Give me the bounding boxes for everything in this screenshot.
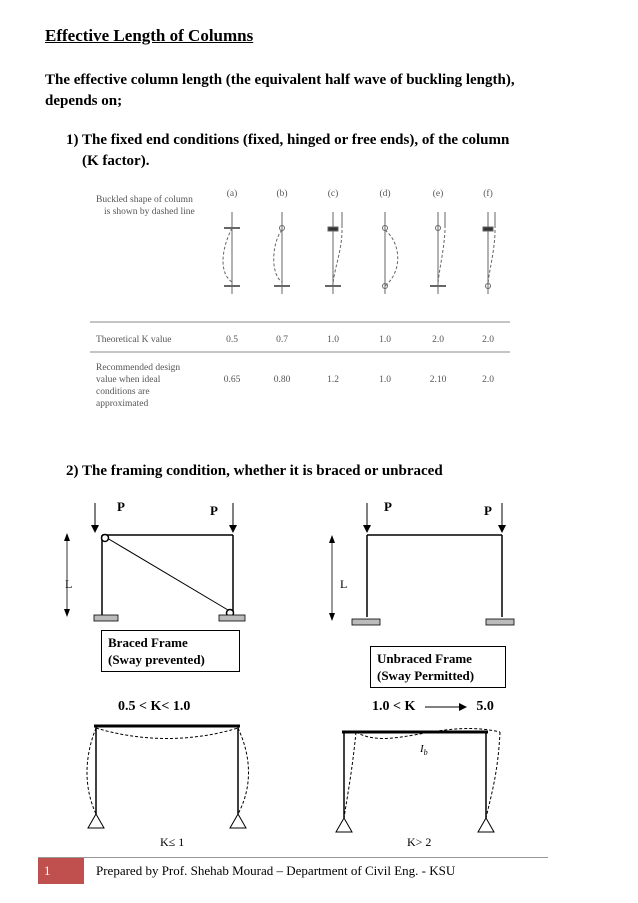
recommended-label-line-2: value when ideal [96,375,161,385]
unbraced-k-left: 1.0 < K [372,699,416,714]
footer-text: Prepared by Prof. Shehab Mourad – Department of Civil Eng. - KSU [96,863,456,878]
recommended-k-b: 0.80 [273,375,291,385]
theoretical-k-d: 1.0 [379,335,391,345]
intro-paragraph: The effective column length (the equivalent half wave of buckling length), depends on; [45,72,515,109]
k-factor-figure [90,182,510,422]
figure-caption-line-2: is shown by dashed line [104,207,195,217]
case-label-b: (b) [276,189,288,199]
case-label-d: (d) [379,189,391,199]
case-labels [227,188,493,199]
item-2: 2) The framing condition, whether it is braced or unbraced [66,463,443,479]
braced-height-label: L [65,577,73,591]
braced-load-left: P [117,499,125,514]
braced-load-right: P [210,503,218,518]
unbraced-k-right: 5.0 [476,699,494,714]
beam-inertia-symbol: I [420,743,424,755]
item-1-line-2: (K factor). [82,153,150,169]
unbraced-k-range [372,699,494,715]
case-label-c: (c) [327,189,339,199]
recommended-k-c: 1.2 [327,375,339,385]
case-label-a: (a) [226,189,238,199]
braced-buckled-frame [82,718,262,838]
recommended-k-e: 2.10 [429,375,447,385]
theoretical-k-f: 2.0 [482,335,494,345]
unbraced-height-label: L [340,577,348,591]
figure-caption-line-1: Buckled shape of column [96,195,193,205]
unbraced-frame-label-box [370,646,506,688]
footer-divider [38,857,548,858]
right-arrow-icon [423,702,469,712]
braced-box-line-2: (Sway prevented) [108,652,205,667]
theoretical-k-b: 0.7 [276,335,288,345]
braced-k-range: 0.5 < K< 1.0 [118,699,191,714]
braced-box-line-1: Braced Frame [108,635,188,650]
recommended-label-line-1: Recommended design [96,363,181,373]
column-sketches [223,212,495,294]
recommended-label-line-4: approximated [96,399,149,409]
braced-frame-label-box [101,630,240,672]
braced-frame-diagram [55,495,265,630]
item-1 [66,130,586,172]
unbraced-k-bottom: K> 2 [407,835,432,849]
braced-k-bottom: K≤ 1 [160,835,185,849]
unbraced-load-left: P [384,499,392,514]
recommended-k-d: 1.0 [379,375,391,385]
unbraced-load-right: P [484,503,492,518]
unbraced-box-line-1: Unbraced Frame [377,651,472,666]
unbraced-buckled-frame [330,722,510,842]
theoretical-k-c: 1.0 [327,335,339,345]
item-1-line-1: 1) The fixed end conditions (fixed, hinged or free ends), of the column [66,132,510,148]
case-label-e: (e) [432,189,444,199]
beam-inertia-subscript: b [423,748,428,758]
case-label-f: (f) [483,189,493,199]
recommended-k-a: 0.65 [223,375,241,385]
recommended-k-f: 2.0 [482,375,494,385]
beam-inertia-label [420,743,428,757]
recommended-k-values [224,375,495,385]
unbraced-box-line-2: (Sway Permitted) [377,668,475,683]
theoretical-k-e: 2.0 [432,335,444,345]
page-title: Effective Length of Columns [45,26,254,45]
recommended-label-line-3: conditions are [96,387,150,397]
theoretical-k-label: Theoretical K value [96,335,172,345]
theoretical-k-values [226,335,494,345]
page-number: 1 [38,858,84,884]
unbraced-frame-diagram [320,495,530,630]
theoretical-k-a: 0.5 [226,335,238,345]
